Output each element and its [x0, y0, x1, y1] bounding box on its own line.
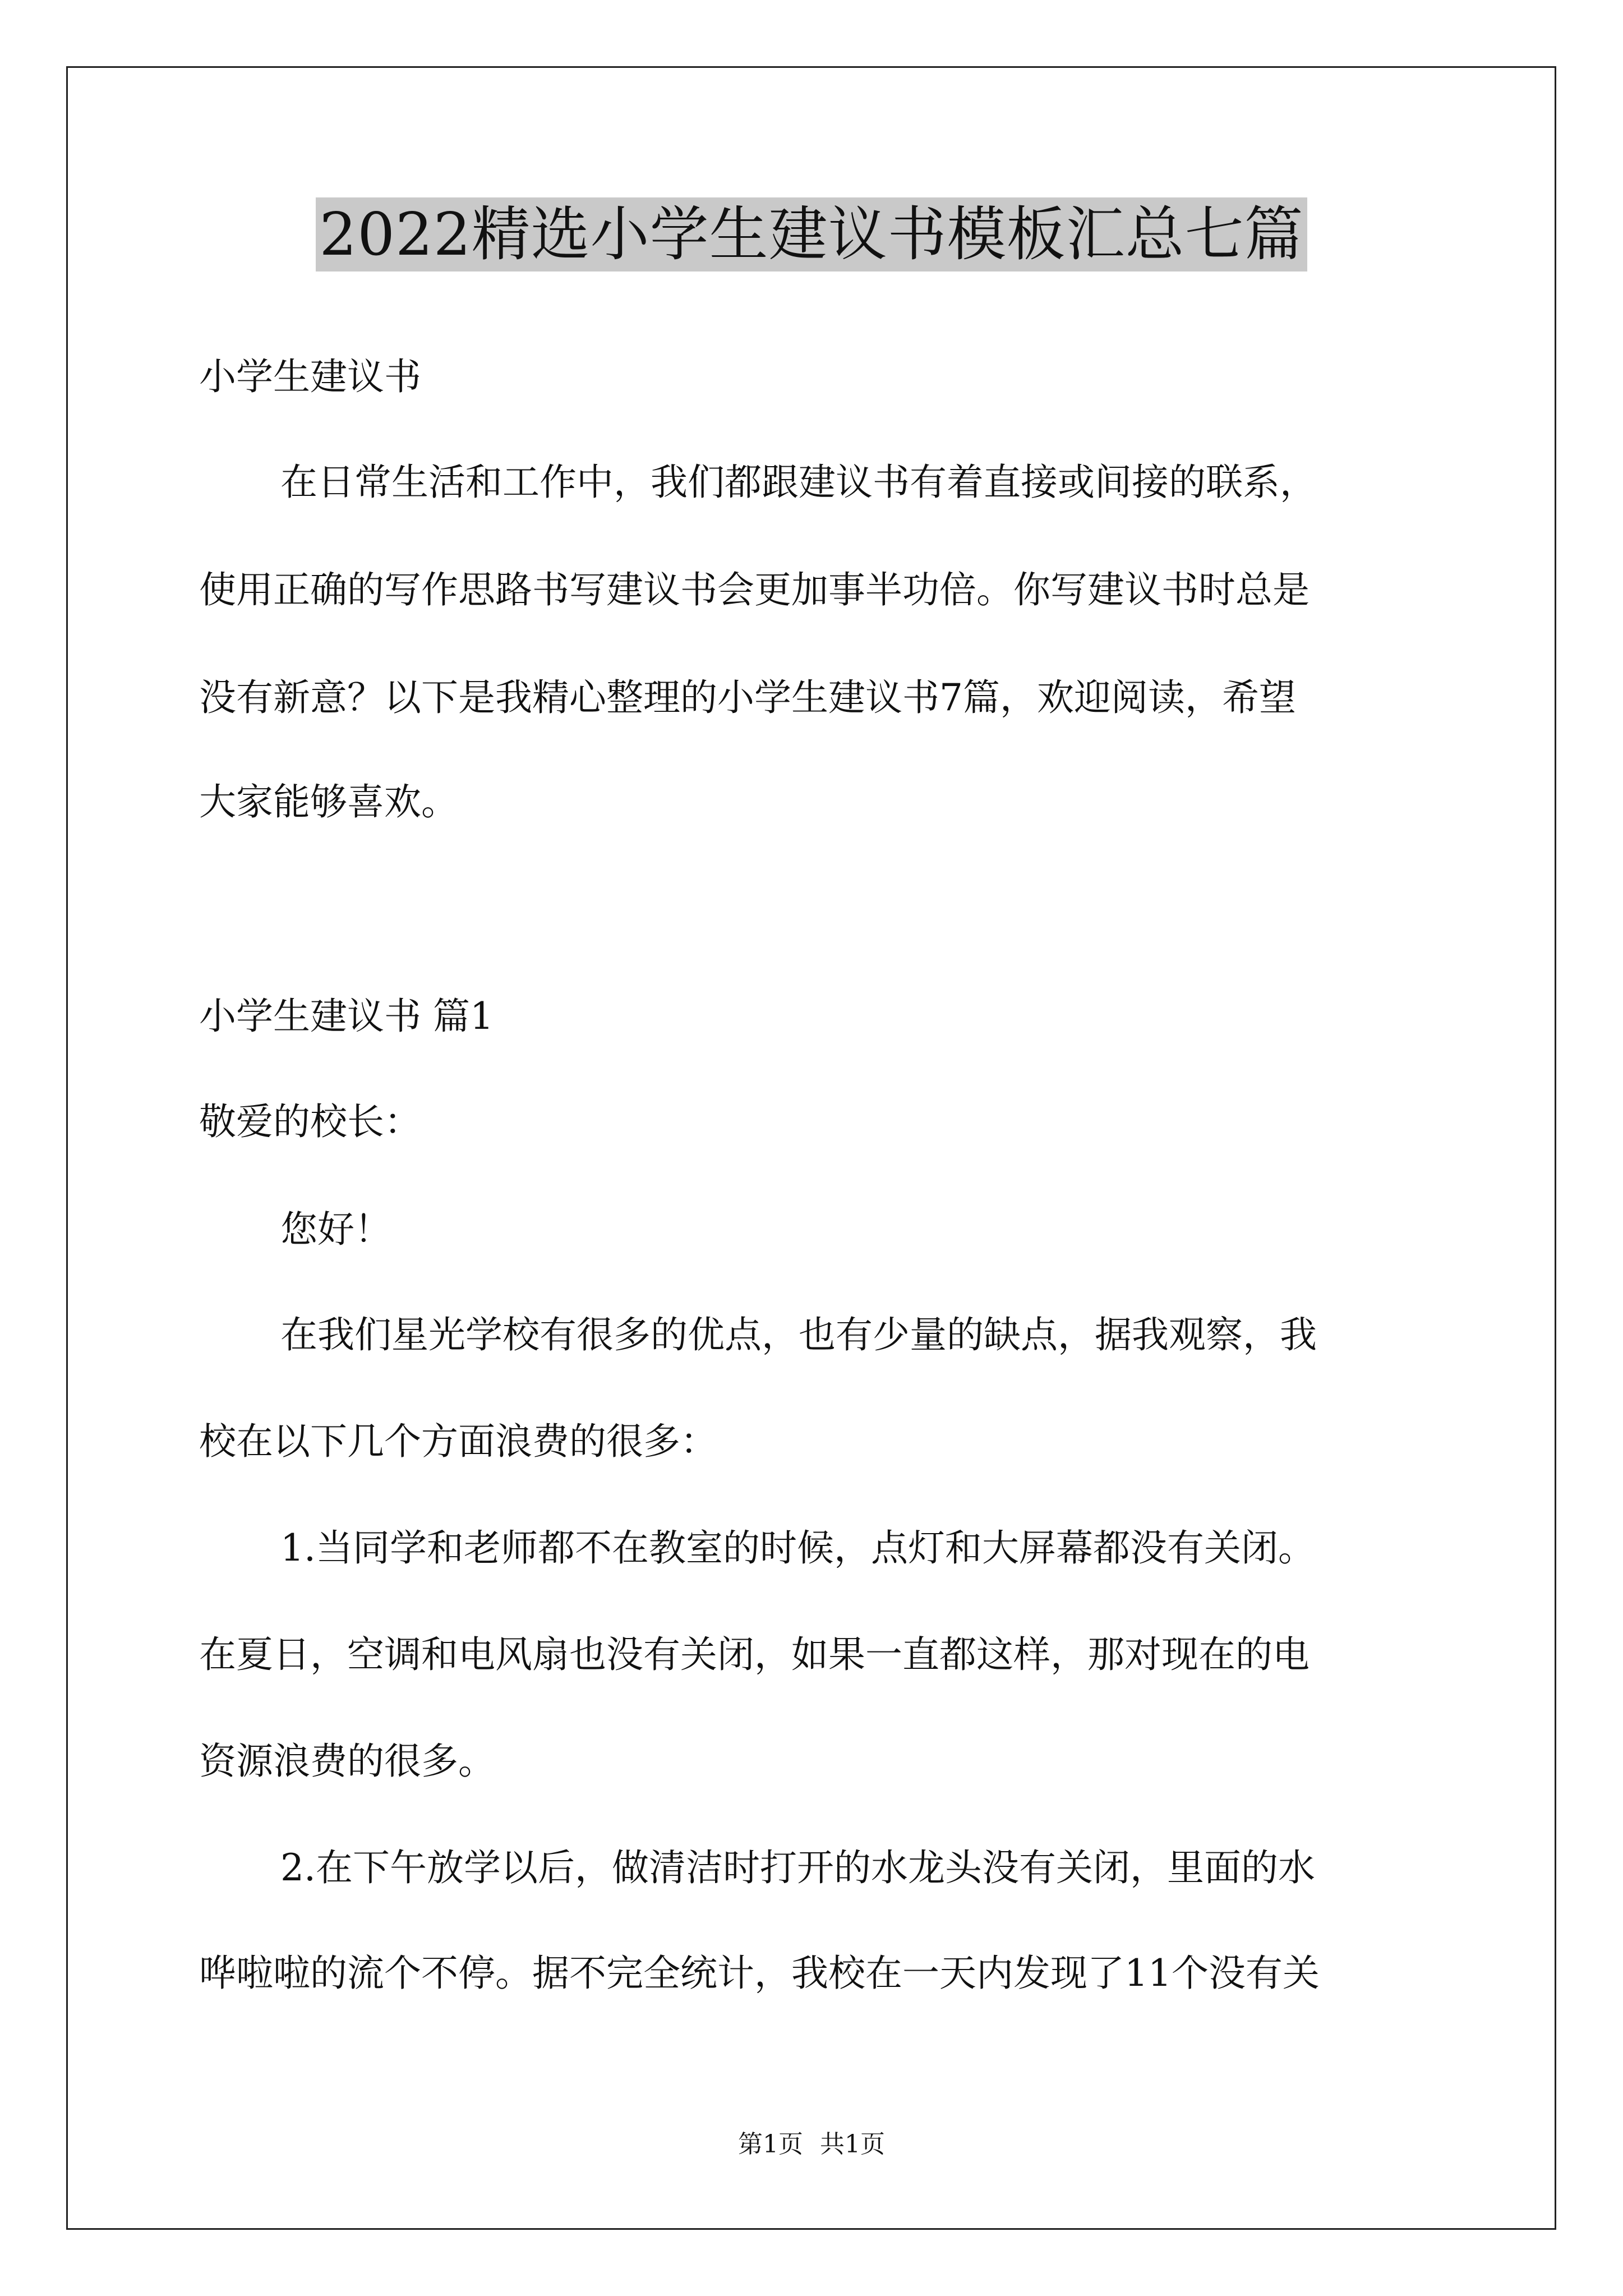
- paragraph-line: 在我们星光学校有很多的优点，也有少量的缺点，据我观察，我: [280, 1313, 1317, 1356]
- greeting: 您好！: [280, 1208, 391, 1251]
- paragraph-line: 没有新意？以下是我精心整理的小学生建议书7篇，欢迎阅读，希望: [199, 676, 1296, 719]
- paragraph-line: 资源浪费的很多。: [199, 1740, 495, 1783]
- paragraph-line: 哗啦啦的流个不停。据不完全统计，我校在一天内发现了11个没有关: [199, 1952, 1320, 1995]
- paragraph-line: 使用正确的写作思路书写建议书会更加事半功倍。你写建议书时总是: [199, 568, 1310, 611]
- paragraph-line: 校在以下几个方面浪费的很多：: [199, 1420, 717, 1463]
- document-title: 2022精选小学生建议书模板汇总七篇: [316, 197, 1307, 272]
- salutation: 敬爱的校长：: [199, 1100, 421, 1143]
- paragraph-line: 在夏日，空调和电风扇也没有关闭，如果一直都这样，那对现在的电: [199, 1633, 1310, 1676]
- paragraph-line: 大家能够喜欢。: [199, 780, 458, 823]
- article-heading: 小学生建议书 篇1: [199, 995, 494, 1038]
- section-heading: 小学生建议书: [199, 355, 421, 398]
- title-container: [0, 197, 1623, 272]
- page-footer: 第1页 共1页: [738, 2130, 885, 2159]
- paragraph-line: 2.在下午放学以后，做清洁时打开的水龙头没有关闭，里面的水: [280, 1846, 1315, 1889]
- paragraph-line: 1.当同学和老师都不在教室的时候，点灯和大屏幕都没有关闭。: [280, 1526, 1315, 1570]
- paragraph-line: 在日常生活和工作中，我们都跟建议书有着直接或间接的联系，: [280, 461, 1317, 504]
